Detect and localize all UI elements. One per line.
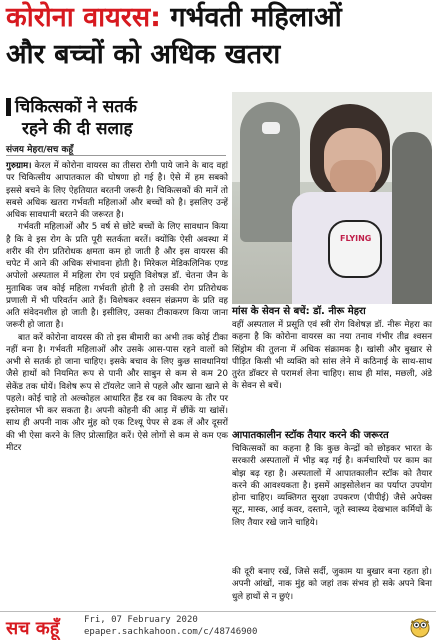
subheadline-line2: रहने की दी सलाह [22, 119, 133, 139]
paragraph-1-text: केरल में कोरोना वायरस का तीसरा रोगी पाये जाने के बाद वहां पर चिकित्सीय आपातकाल की घोषणा हो गई है। ऐसे में हम सबको इससे बचने के लिए ऐहतियात बरतनी जरूरी है। चिकित्सकों की मानें तो सबसे अधिक खतरा गर्भवती महिलाओं और बच्चों को है। इसलिए उन्हें अधिक सावधानी बरतने की जरूरत है। [6, 161, 229, 220]
article-continuation: की दूरी बनाए रखें, जिसे सर्दी, जुकाम या बुखार बना रहता हो। अपनी आंखों, नाक मुंह को जहां तक संभव हो सके अपने बिना धुले हाथों से न छुएं। [232, 567, 432, 602]
hand-covering-mouth [330, 160, 376, 194]
article-paragraph-2: गर्भवती महिलाओं और 5 वर्ष से छोटे बच्चों के लिए सावधान किया है कि वे इस रोग के प्रति पूरी सतर्कता बरतें। क्योंकि ऐसी अवस्था में शरीर की रोग प्रतिरोधक क्षमता कम हो जाती है और इस वायरस की चपेट में आने की अधिक संभावना होती है। मिरेकल मेडिकलिनिक एण्ड अपोलो अस्पताल में महिला रोग एवं प्रसूति विशेषज्ञ डॉ. चेतना जैन के मुताबिक जब कोई महिला गर्भवती होती है तो उसकी रोग प्रतिरोधक प्रणाली में भी परिवर्तन आते हैं। विशेषकर श्वसन संक्रमण के प्रति वह अति संवेदनशील हो जाती है। इसीलिए, उसका टीकाकरण किया जाना जरूरी हो जाता है। [6, 222, 228, 331]
byline: संजय मेहरा/सच कहूँ [6, 145, 74, 155]
footer [0, 612, 436, 640]
face-mask [262, 122, 280, 134]
headline-line1 [6, 2, 432, 34]
article-left-column [6, 160, 228, 454]
shirt-text: FLYING [340, 234, 372, 243]
epaper-url[interactable]: epaper.sachkahoon.com/c/48746900 [84, 627, 258, 637]
background-person-right [392, 132, 432, 304]
article-paragraph-1 [6, 160, 228, 221]
owl-icon [408, 614, 432, 638]
subheadline-bar [6, 98, 11, 116]
dateline: गुरुग्राम। [6, 161, 32, 171]
section-heading-meat: मांस के सेवन से बचें: डॉ. नीरू मेहरा [232, 306, 366, 317]
headline-line1-rest: गर्भवती महिलाओं [170, 2, 342, 33]
publication-date: Fri, 07 February 2020 [84, 615, 198, 625]
section-body-meat: वहीं अस्पताल में प्रसूति एवं स्त्री रोग विशेषज्ञ डॉ. नीरू मेहरा का कहना है कि कोरोना वायरस का नया तनाव गंभीर तीव्र श्वसन सिंड्रोम की तुलना में अधिक संक्रामक है। खांसी और बुखार से पीड़ित किसी भी व्यक्ति को सांस लेने में कठिनाई के साथ-साथ तुरंत डॉक्टर से परामर्श लेना चाहिए। साथ ही मांस, मछली, अंडे के सेवन से बचें। [232, 320, 432, 392]
news-photo [232, 92, 432, 304]
headline-red-part: कोरोना वायरस: [6, 2, 161, 33]
shirt-graphic [328, 220, 382, 278]
brand-logo: सच कहूँ [6, 618, 60, 639]
byline-divider [6, 155, 226, 156]
headline-line2: और बच्चों को अधिक खतरा [6, 39, 281, 70]
subheadline [6, 96, 228, 140]
section-body-stock: चिकित्सकों का कहना है कि कुछ केन्द्रों को छोड़कर भारत के सरकारी अस्पतालों में भीड़ बढ़ गई है। कर्मचारियों पर काम का बोझ बढ़ रहा है। अस्पतालों में आपातकालीन स्टॉक को तैयार करने की आवश्यकता है। इसमें आइसोलेशन का पर्याप्त उपयोग होना चाहिए। व्यक्तिगत सुरक्षा उपकरण (पीपीई) जैसे अपेक्स सूट, मास्क, आई कवर, दस्ताने, जूते स्वास्थ्य देखभाल कर्मियों के लिए तैयार रखे जाने चाहिये। [232, 444, 432, 528]
section-heading-stock: आपातकालीन स्टॉक तैयार करने की जरूरत [232, 430, 389, 441]
subheadline-line1: चिकित्सकों ने सतर्क [15, 97, 137, 117]
article-paragraph-3: बात करें कोरोना वायरस की तो इस बीमारी का अभी तक कोई टीका नहीं बना है। गर्भवती महिलाओं और उसके आस-पास रहने वालों को अभी से सतर्क हो जाना चाहिए। इसके बचाव के लिए कुछ सावधानियां जैसे हाथों को नियमित रूप से पानी और साबुन से कम से कम 20 सेकेंड तक धोयें। विशेष रूप से टॉयलेट जाने से पहले और खाना खाने से पहले। कोई चाहे तो अल्कोहल आधारित हैंड रब का विकल्प के तौर पर इस्तेमाल भी कर सकता है। अपनी कोहनी की आड़ में छींकें या खांसें। साथ ही अपनी नाक और मुंह को एक टिश्यू पेपर से ढक लें और दूसरों की भी ऐसा करने के लिए प्रोत्साहित करें। ऐसे लोगों से कम से कम एक मीटर [6, 332, 228, 453]
